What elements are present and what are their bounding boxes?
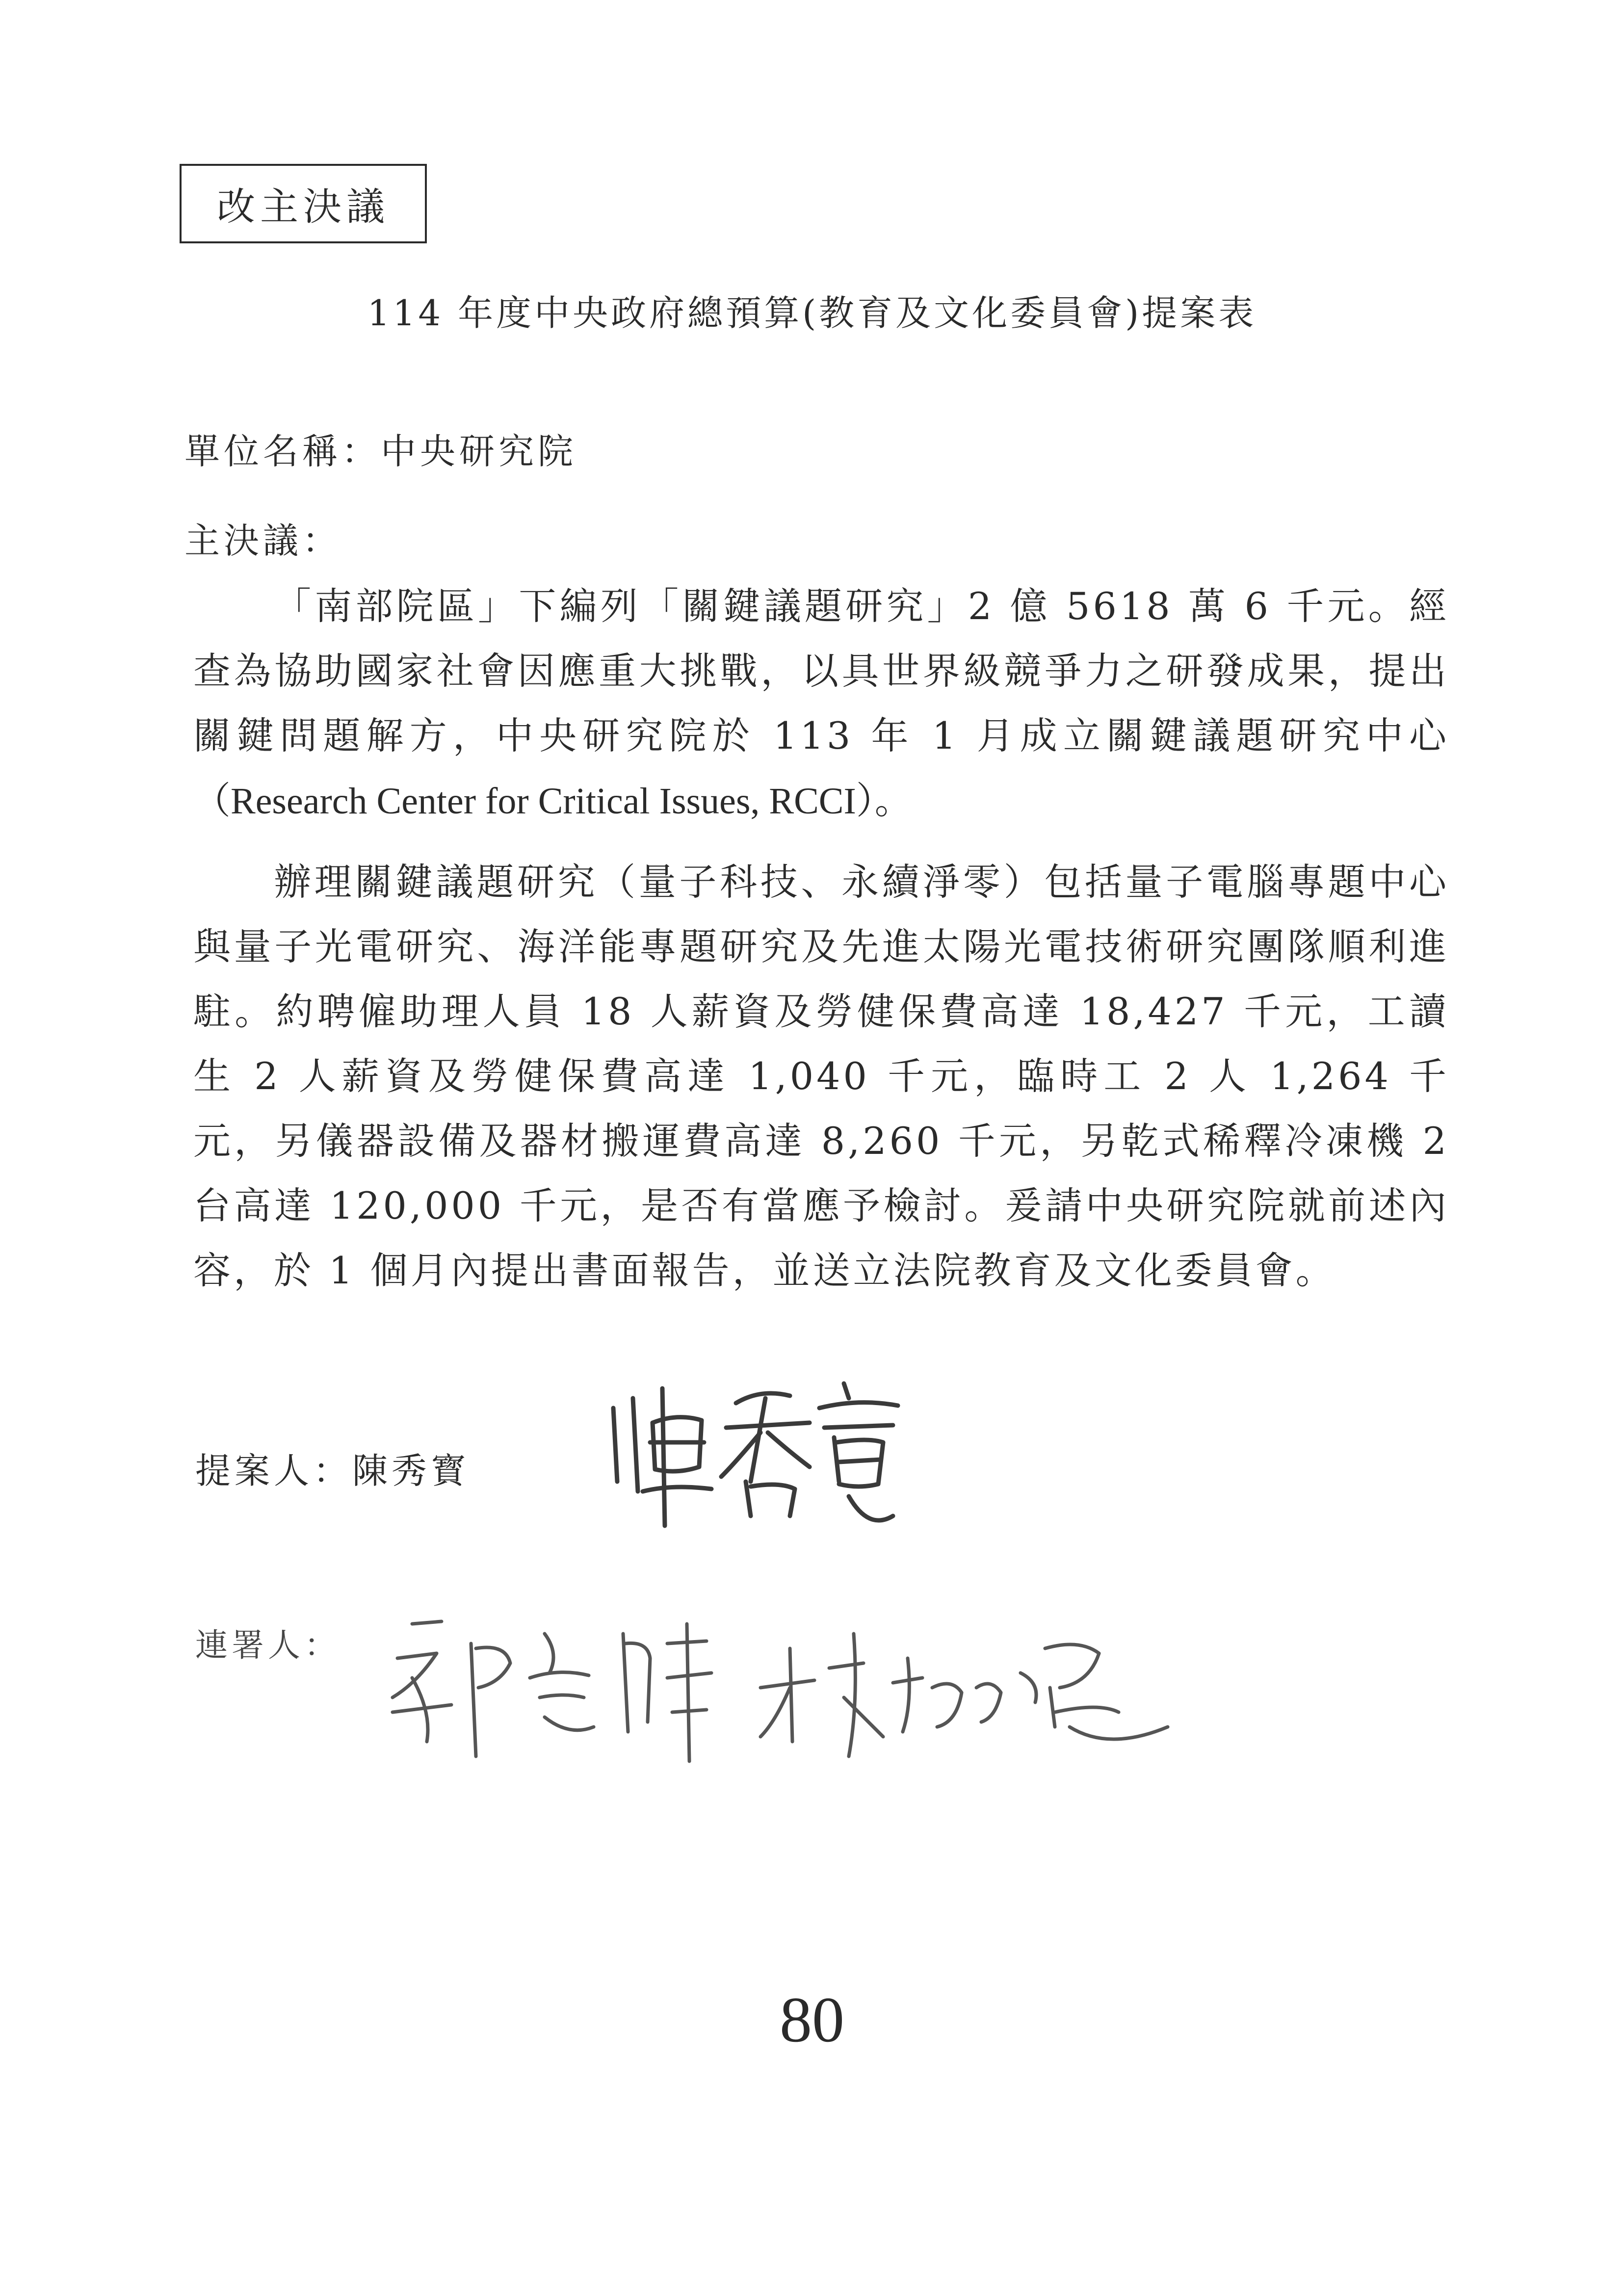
resolution-label: 主決議： [184,520,342,561]
page-number: 80 [780,1983,844,2056]
cosigner-signature-1 [383,1614,716,1771]
resolution-type-tag: 改主決議 [180,164,427,243]
cosigner-signature-2 [746,1614,1187,1771]
cosigner-label: 連署人： [195,1626,341,1664]
resolution-paragraph-1 [193,574,1449,834]
resolution-paragraph-2: 辦理關鍵議題研究（量子科技、永續淨零）包括量子電腦專題中心與量子光電研究、海洋能專題研究及先進太陽光電技術研究團隊順利進駐。約聘僱助理人員 18 人薪資及勞健保費高達 18,427 千元，工讀生 2 人薪資及勞健保費高達 1,040 千元，臨時工 2 人 1,264 千元，另儀器設備及器材搬運費高達 8,260 千元，另乾式稀釋冷凍機 2 台高達 120,000 千元，是否有當應予檢討。爰請中央研究院就前述內容，於 1 個月內提出書面報告，並送立法院教育及文化委員會。 [193,860,1449,1292]
document-title: 114 年度中央政府總預算(教育及文化委員會)提案表 [367,292,1257,334]
paragraph-1-text: 「南部院區」下編列「關鍵議題研究」2 億 5618 萬 6 千元。經查為協助國家社會因應重大挑戰，以具世界級競爭力之研發成果，提出關鍵問題解方，中央研究院於 113 年 1 月成立關鍵議題研究中心 [193,584,1449,757]
paragraph-1-rcci: （Research Center for Critical Issues, RCCI）。 [193,781,912,822]
proposer-signature [603,1369,937,1536]
proposer-label: 提案人：陳秀寳 [195,1450,471,1491]
unit-name: 單位名稱：中央研究院 [184,431,577,472]
